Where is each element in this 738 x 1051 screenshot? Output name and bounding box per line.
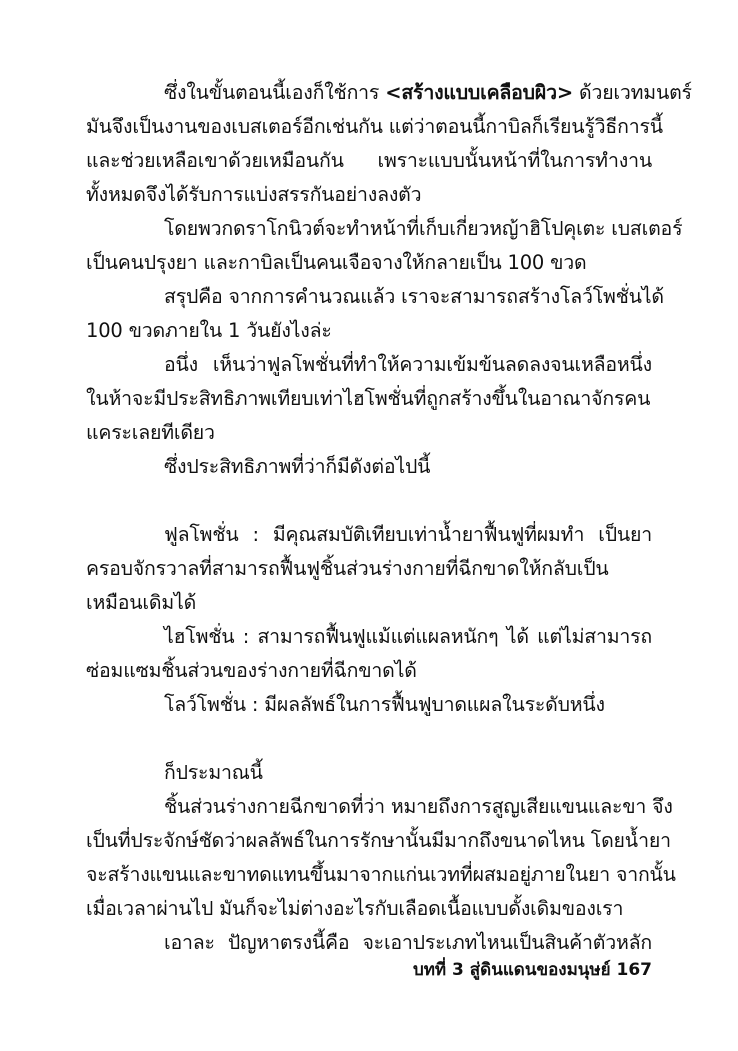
text-line: ซึ่งประสิทธิภาพที่ว่าก็มีดังต่อไปนี้ xyxy=(164,455,431,478)
text-line: 100 ขวดภายใน 1 วันยังไงล่ะ xyxy=(86,319,332,342)
text-line: ในห้าจะมีประสิทธิภาพเทียบเท่าไฮโพชั่นที่ถูกสร้างขึ้นในอาณาจักรคน xyxy=(86,387,651,410)
text-run: ซึ่งในขั้นตอนนี้เองก็ใช้การ xyxy=(164,81,386,104)
text-line: และช่วยเหลือเขาด้วยเหมือนกัน เพราะแบบนั้นหน้าที่ในการทำงาน xyxy=(86,149,652,172)
page-footer: บทที่ 3 สู่ดินแดนของมนุษย์ 167 xyxy=(412,960,652,980)
text-line: ฟูลโพชั่น : มีคุณสมบัติเทียบเท่าน้ำยาฟื้นฟูที่ผมทำ เป็นยา xyxy=(164,523,652,546)
text-line: จะสร้างแขนและขาทดแทนขึ้นมาจากแก่นเวทที่ผสมอยู่ภายในยา จากนั้น xyxy=(86,863,676,886)
text-line: ซ่อมแซมชิ้นส่วนของร่างกายที่ฉีกขาดได้ xyxy=(86,659,417,682)
text-line: เอาละ ปัญหาตรงนี้คือ จะเอาประเภทไหนเป็นสินค้าตัวหลัก xyxy=(164,931,652,954)
bold-phrase: <สร้างแบบเคลือบผิว> xyxy=(385,81,573,104)
text-line: ครอบจักรวาลที่สามารถฟื้นฟูชิ้นส่วนร่างกายที่ฉีกขาดให้กลับเป็น xyxy=(86,557,609,580)
text-line: เหมือนเดิมได้ xyxy=(86,591,197,614)
text-line: มันจึงเป็นงานของเบสเตอร์อีกเช่นกัน แต่ว่าตอนนี้กาบิลก็เรียนรู้วิธีการนี้ xyxy=(86,115,663,138)
text-line: สรุปคือ จากการคำนวณแล้ว เราจะสามารถสร้างโลว์โพชั่นได้ xyxy=(164,285,664,308)
text-line: โลว์โพชั่น : มีผลลัพธ์ในการฟื้นฟูบาดแผลในระดับหนึ่ง xyxy=(164,693,605,716)
text-line: อนึ่ง เห็นว่าฟูลโพชั่นที่ทำให้ความเข้มข้นลดลงจนเหลือหนึ่ง xyxy=(164,353,652,376)
text-line: โดยพวกดราโกนิวต์จะทำหน้าที่เก็บเกี่ยวหญ้าฮิโปคุเตะ เบสเตอร์ xyxy=(164,217,683,240)
text-line: เมื่อเวลาผ่านไป มันก็จะไม่ต่างอะไรกับเลือดเนื้อแบบดั้งเดิมของเรา xyxy=(86,897,624,920)
text-line: ไฮโพชั่น : สามารถฟื้นฟูแม้แต่แผลหนักๆ ได้ แต่ไม่สามารถ xyxy=(164,625,652,648)
text-line: เป็นที่ประจักษ์ชัดว่าผลลัพธ์ในการรักษานั้นมีมากถึงขนาดไหน โดยน้ำยา xyxy=(86,829,671,852)
text-line: ชิ้นส่วนร่างกายฉีกขาดที่ว่า หมายถึงการสูญเสียแขนและขา จึง xyxy=(164,795,673,818)
text-run: ด้วยเวทมนตร์ xyxy=(572,81,692,104)
text-line: ก็ประมาณนี้ xyxy=(164,761,263,784)
text-line: ทั้งหมดจึงได้รับการแบ่งสรรกันอย่างลงตัว xyxy=(86,183,422,206)
text-line xyxy=(86,76,692,110)
text-line: เป็นคนปรุงยา และกาบิลเป็นคนเจือจางให้กลายเป็น 100 ขวด xyxy=(86,251,587,274)
text-line: แคระเลยทีเดียว xyxy=(86,421,215,444)
